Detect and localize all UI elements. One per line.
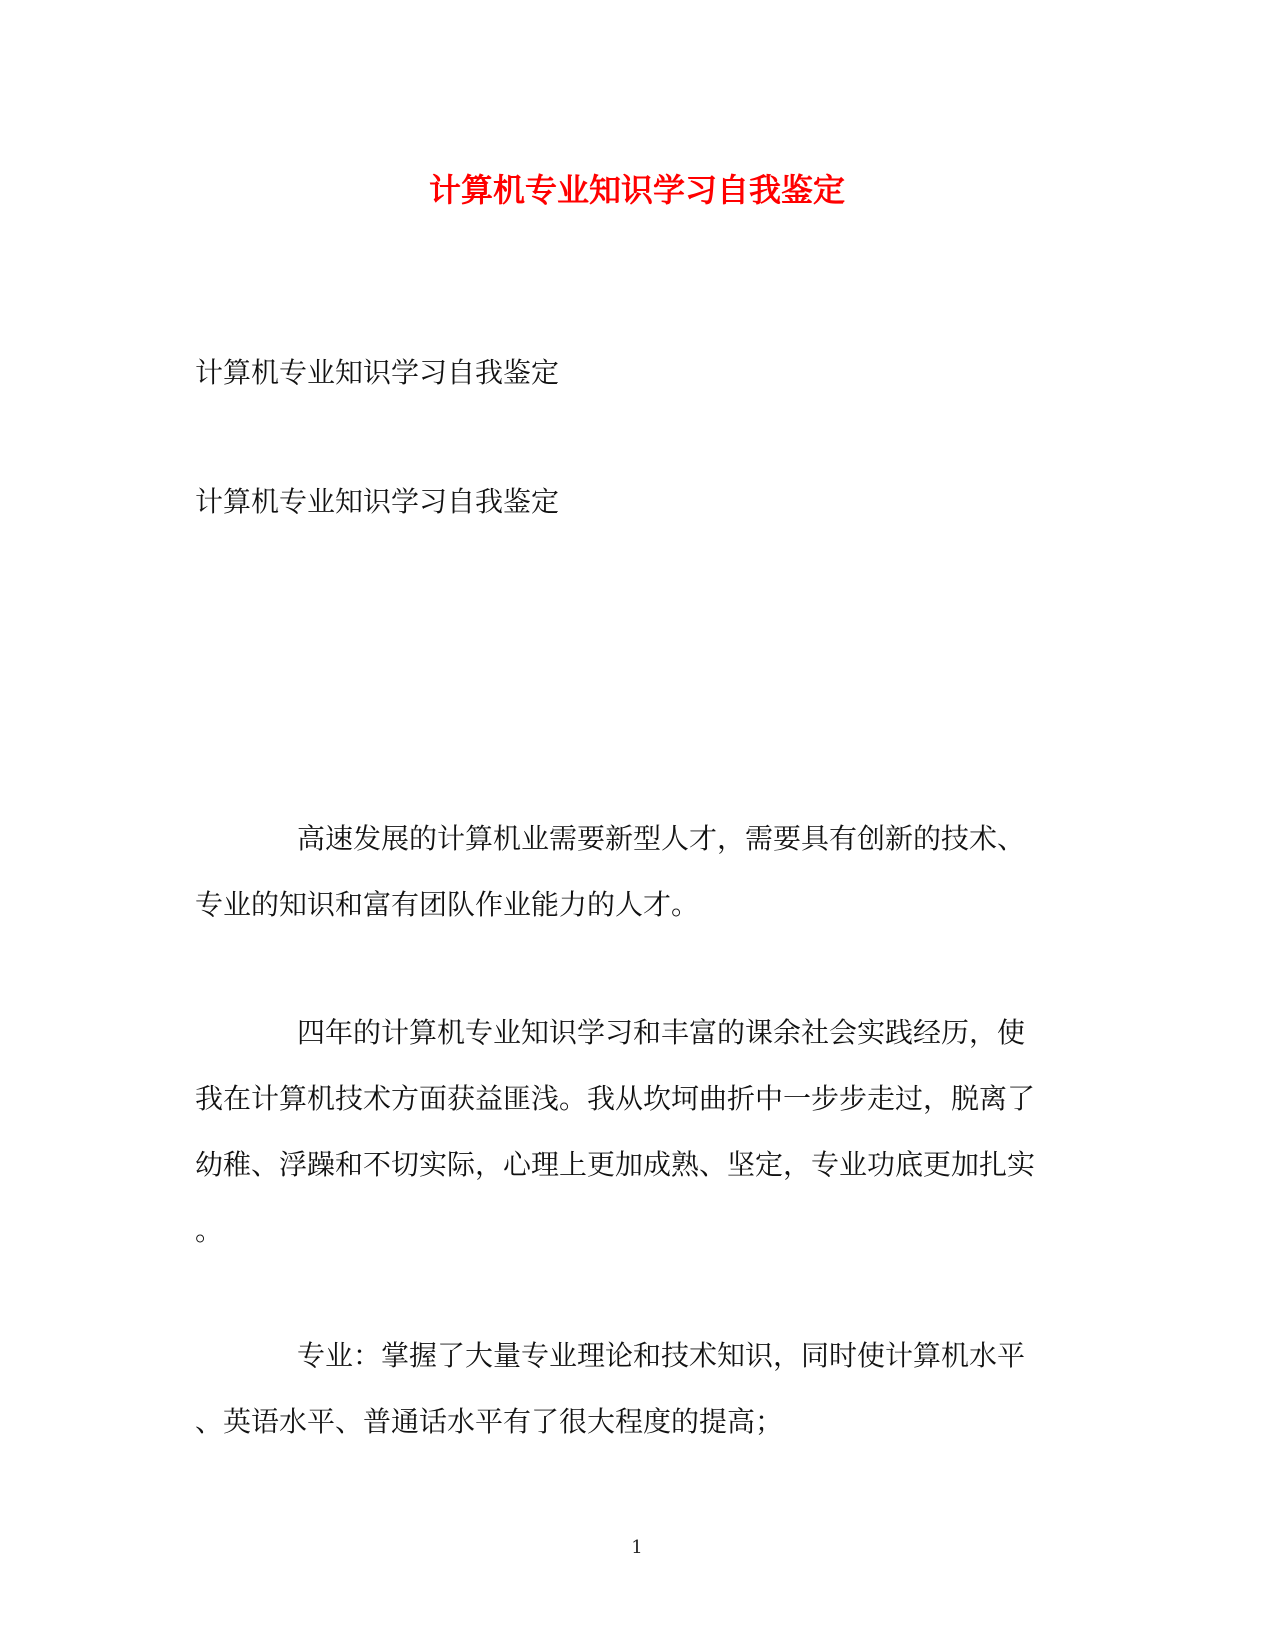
paragraph-3 xyxy=(195,1323,1080,1455)
paragraph-1 xyxy=(195,806,1080,938)
document-title: 计算机专业知识学习自我鉴定 xyxy=(428,171,845,209)
paragraph-line: 幼稚、浮躁和不切实际，心理上更加成熟、坚定，专业功底更加扎实 xyxy=(195,1148,1036,1181)
document-heading-1: 计算机专业知识学习自我鉴定 xyxy=(195,356,560,389)
document-heading-2: 计算机专业知识学习自我鉴定 xyxy=(195,485,560,518)
paragraph-line: 我在计算机技术方面获益匪浅。我从坎坷曲折中一步步走过，脱离了 xyxy=(195,1082,1036,1115)
paragraph-line: 。 xyxy=(195,1214,224,1247)
paragraph-line: 专业的知识和富有团队作业能力的人才。 xyxy=(195,888,700,921)
paragraph-line: 专业：掌握了大量专业理论和技术知识，同时使计算机水平 xyxy=(297,1339,1026,1372)
paragraph-line: 四年的计算机专业知识学习和丰富的课余社会实践经历，使 xyxy=(297,1016,1026,1049)
page-number: 1 xyxy=(631,1537,643,1558)
paragraph-line: 、英语水平、普通话水平有了很大程度的提高； xyxy=(195,1405,784,1438)
paragraph-2 xyxy=(195,1000,1080,1264)
paragraph-line: 高速发展的计算机业需要新型人才，需要具有创新的技术、 xyxy=(297,822,1026,855)
